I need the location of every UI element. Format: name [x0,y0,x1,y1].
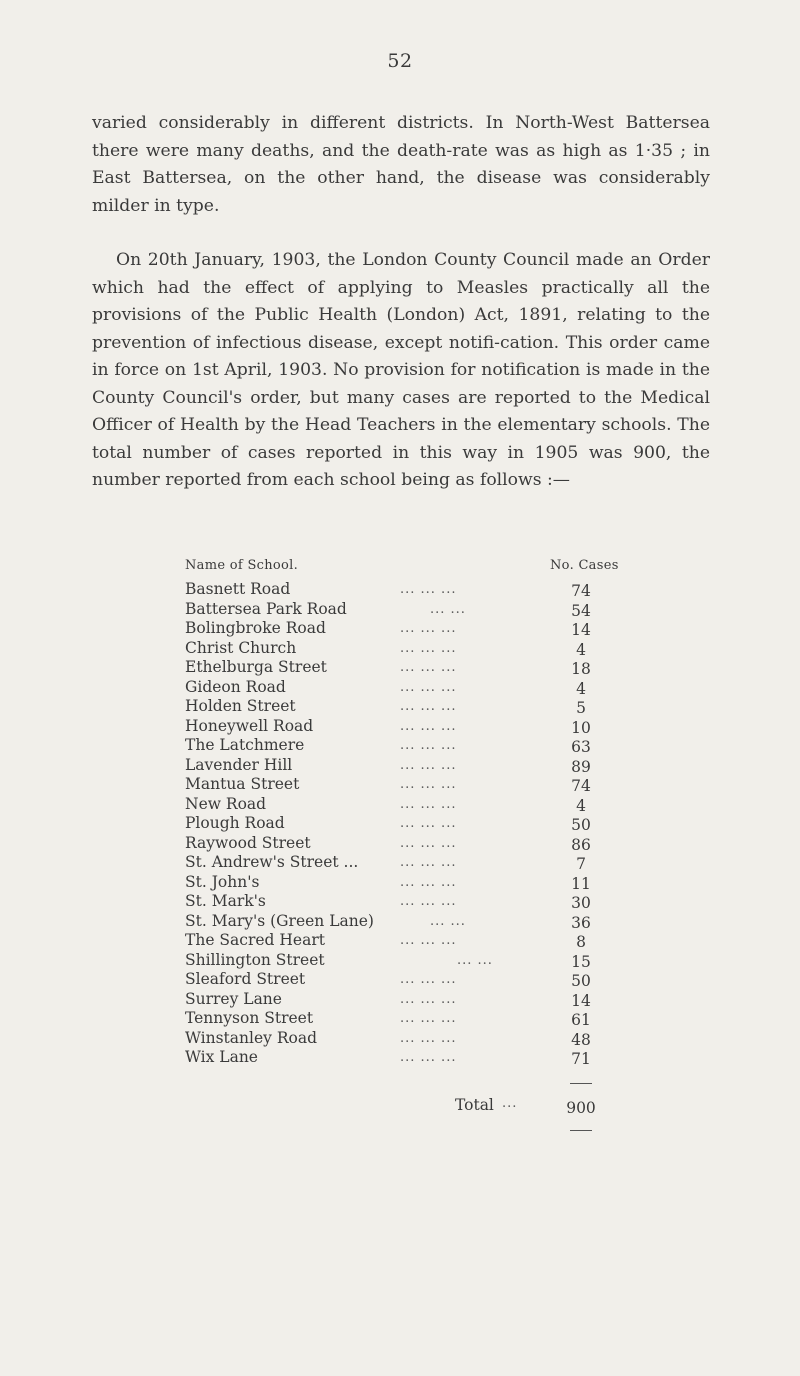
school-name: St. Andrew's Street ... [185,853,359,871]
leader-dots: ... ... ... [400,757,457,773]
leader-dots: ... ... [457,952,493,968]
leader-dots: ... ... ... [400,1011,457,1026]
leader-dots: ... ... ... [400,894,457,909]
case-count: 74 [571,777,591,795]
table-row [0,639,800,659]
leader-dots: ... ... [430,913,466,929]
leader-dots: ... ... ... [400,874,457,890]
leader-dots: ... ... ... [400,738,457,753]
leader-dots: ... ... ... [400,582,457,597]
case-count: 48 [571,1030,591,1049]
school-name: Basnett Road [185,580,291,598]
table-row [0,795,800,815]
school-name: Ethelburga Street [185,658,327,676]
case-count: 4 [576,640,586,659]
table-row [0,931,800,951]
case-count: 50 [571,816,591,834]
paragraph-1: varied considerably in different districts. In North-West Battersea there were many deaths, and the death-rate was as high as 1·35 ; in East Battersea, on the other hand, the disease was considerably milder in type. [92,113,710,216]
case-count: 63 [571,738,591,756]
school-name: Surrey Lane [185,989,282,1008]
leader-dots: ... ... ... [400,679,457,695]
leader-dots: ... ... ... [400,796,457,812]
case-count: 8 [576,933,586,951]
leader-dots: ... ... ... [400,855,457,870]
school-name: Winstanley Road [185,1028,317,1047]
school-name: Holden Street [185,697,296,715]
school-name: Tennyson Street [185,1009,314,1027]
leader-dots: ... ... ... [400,1030,457,1046]
case-count: 89 [571,757,591,776]
table-row [0,717,800,737]
leader-dots: ... ... ... [400,1050,457,1065]
table-row [0,1009,800,1029]
case-count: 14 [571,991,591,1010]
case-count: 14 [571,621,591,639]
case-count: 4 [576,796,586,815]
table-row [0,697,800,717]
table-row [0,756,800,776]
school-name: Battersea Park Road [185,599,347,618]
school-name: St. John's [185,872,260,891]
school-name: The Sacred Heart [185,931,325,949]
table-row [0,736,800,756]
table-row [0,619,800,639]
school-name: Sleaford Street [185,970,306,988]
table-row [0,892,800,912]
school-name: Honeywell Road [185,716,314,735]
leader-dots: ... ... ... [400,991,457,1007]
school-name: The Latchmere [185,736,305,754]
case-count: 11 [571,874,591,893]
table-row [0,873,800,893]
case-count: 7 [576,855,586,873]
case-count: 86 [571,835,591,854]
leader-dots: ... ... ... [400,933,457,948]
total-row [0,1096,800,1118]
school-name: Shillington Street [185,950,325,969]
table-row [0,600,800,620]
table-row [0,1029,800,1049]
case-count: 30 [571,894,591,912]
school-name: St. Mark's [185,892,266,910]
table-row [0,853,800,873]
table-row [0,814,800,834]
leader-dots: ... ... ... [400,777,457,792]
case-count: 15 [571,952,591,971]
case-count: 4 [576,679,586,698]
total-label: Total [455,1096,494,1114]
school-name: Bolingbroke Road [185,619,326,637]
school-name: St. Mary's (Green Lane) [185,911,374,930]
total-value: 900 [566,1099,596,1117]
table-row [0,912,800,932]
case-count: 71 [571,1050,591,1068]
school-name: New Road [185,794,267,813]
leader-dots: ... ... ... [400,699,457,714]
case-count: 36 [571,913,591,932]
school-cases-table [0,580,800,1068]
leader-dots: ... ... ... [400,835,457,851]
table-row [0,1048,800,1068]
school-name: Raywood Street [185,833,311,852]
table-row [0,678,800,698]
page-number: 52 [387,50,413,72]
case-count: 5 [576,699,586,717]
school-name: Gideon Road [185,677,286,696]
case-count: 50 [571,972,591,990]
table-row [0,990,800,1010]
case-count: 10 [571,718,591,737]
column-header-cases: No. Cases [550,558,619,573]
table-row [0,775,800,795]
case-count: 74 [571,582,591,600]
total-rule-bottom [570,1130,592,1131]
leader-dots: ... ... [430,601,466,617]
school-name: Lavender Hill [185,755,293,774]
paragraph-2: On 20th January, 1903, the London County Council made an Order which had the effect of applying to Measles practically all the provisions of the Public Health (London) Act, 1891, relating to the prevention of infectious disease, except notifi-cation. This order came in force on 1st April, 1903. No provision for notification is made in the County Council's order, but many cases are reported to the Medical Officer of Health by the Head Teachers in the elementary schools. The total number of cases reported in this way in 1905 was 900, the number reported from each school being as follows :— [92,250,710,490]
table-row [0,834,800,854]
leader-dots: ... ... ... [400,816,457,831]
table-row [0,658,800,678]
table-row [0,580,800,600]
school-name: Christ Church [185,638,297,657]
case-count: 54 [571,601,591,620]
school-name: Mantua Street [185,775,300,793]
leader-dots: ... ... ... [400,718,457,734]
column-header-school: Name of School. [185,558,299,573]
school-name: Plough Road [185,814,285,832]
leader-dots: ... ... ... [400,621,457,636]
table-row [0,970,800,990]
case-count: 18 [571,660,591,678]
leader-dots: ... ... ... [400,640,457,656]
school-name: Wix Lane [185,1048,258,1066]
leader-dots: ... ... ... [400,660,457,675]
leader-dots: ... ... ... [400,972,457,987]
leader-dots: ... [502,1096,518,1111]
total-rule-top [570,1083,592,1084]
case-count: 61 [571,1011,591,1029]
table-row [0,951,800,971]
